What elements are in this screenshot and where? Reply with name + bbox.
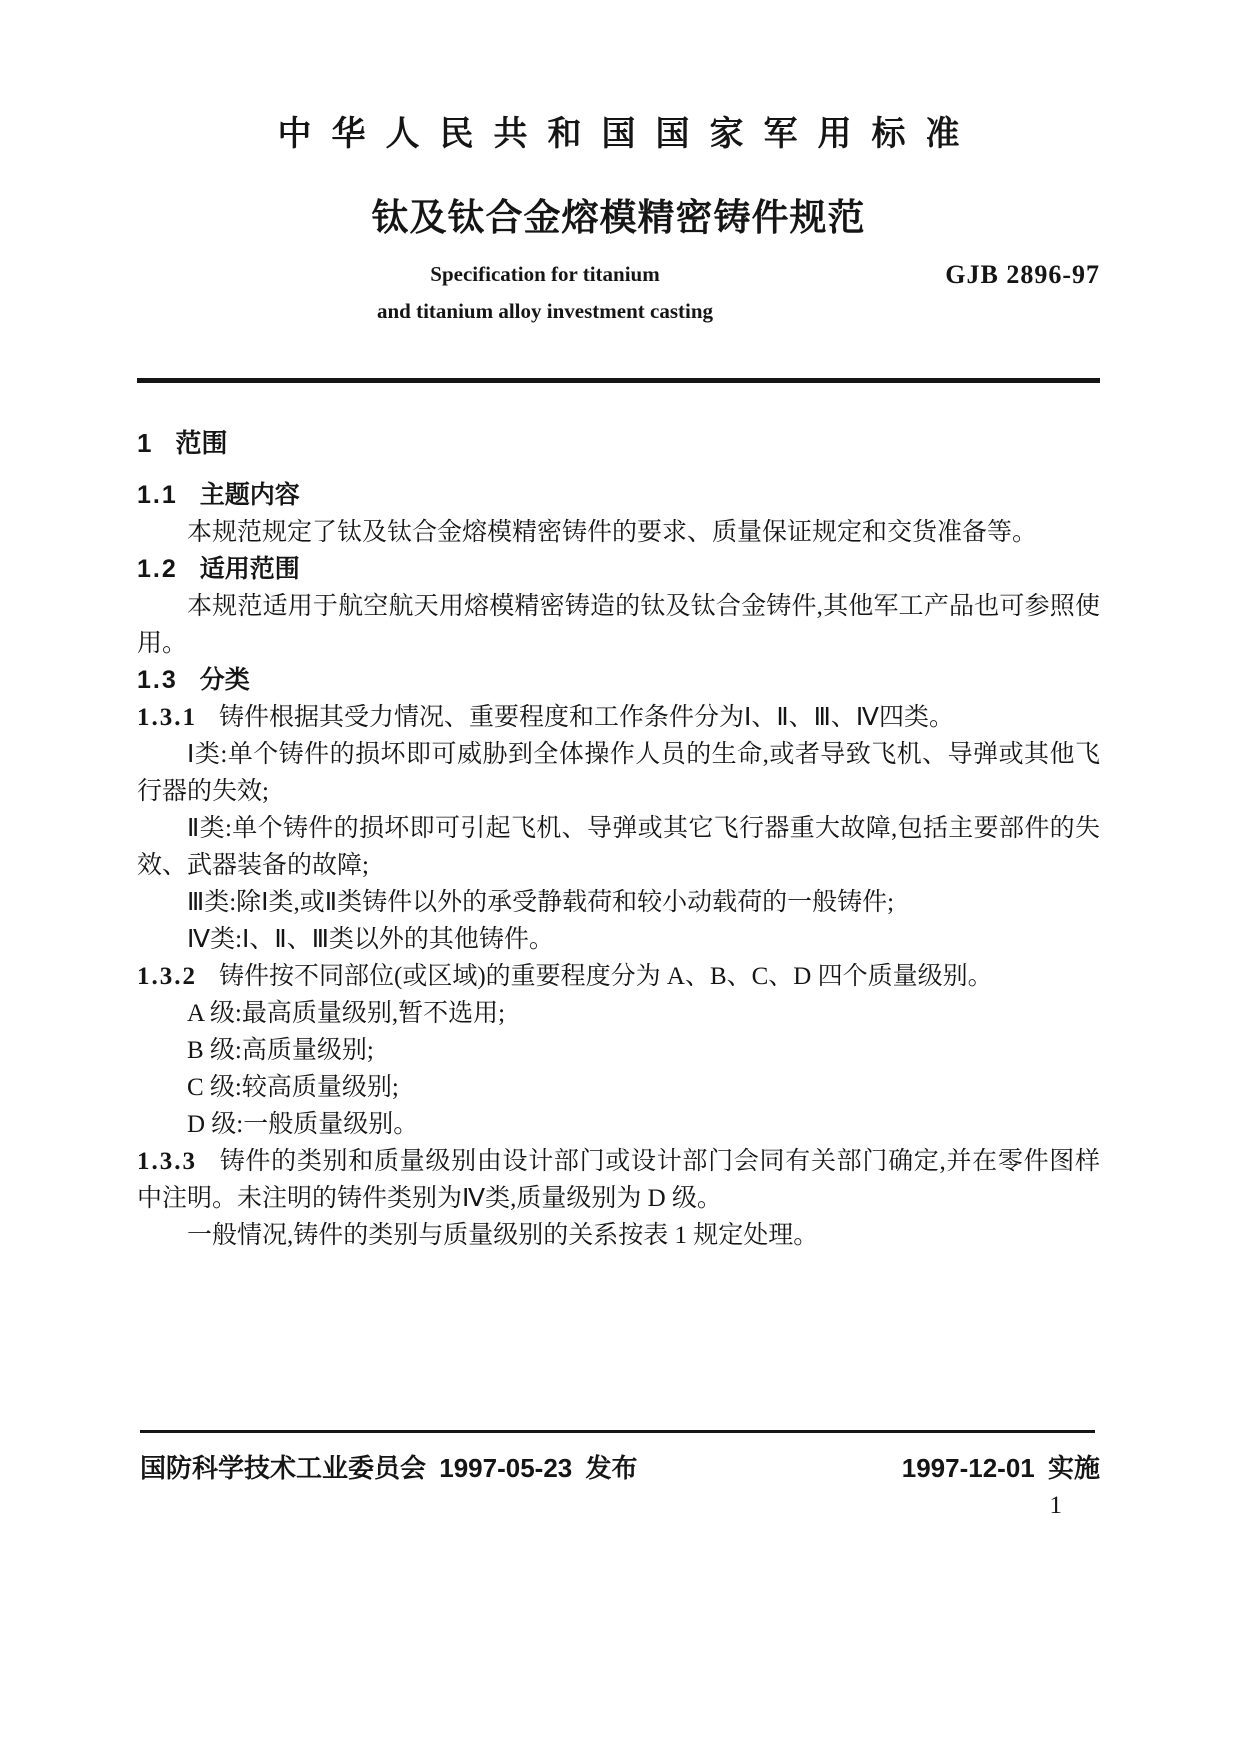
standard-number: GJB 2896-97 — [945, 260, 1100, 289]
body-paragraph — [137, 514, 1100, 551]
section-number: 1.3 — [137, 666, 178, 694]
document-body — [137, 425, 1100, 1254]
body-paragraph — [137, 1217, 1100, 1254]
body-paragraph — [137, 1106, 1100, 1143]
footer-row — [140, 1452, 1100, 1484]
paragraph-text: Ⅰ类:单个铸件的损坏即可威胁到全体操作人员的生命,或者导致飞机、导弹或其他飞行器的失效; — [137, 741, 1100, 805]
footer-divider — [140, 1430, 1095, 1433]
body-paragraph — [137, 736, 1100, 810]
paragraph-text: A 级:最高质量级别,暂不选用; — [187, 1000, 506, 1027]
body-paragraph — [137, 995, 1100, 1032]
section-number: 1.1 — [137, 481, 178, 509]
paragraph-text: Ⅳ类:Ⅰ、Ⅱ、Ⅲ类以外的其他铸件。 — [187, 926, 554, 953]
clause-paragraph — [137, 1143, 1100, 1217]
body-paragraph — [137, 588, 1100, 662]
body-paragraph — [137, 921, 1100, 958]
paragraph-text: C 级:较高质量级别; — [187, 1074, 399, 1101]
paragraph-text: Ⅲ类:除Ⅰ类,或Ⅱ类铸件以外的承受静载荷和较小动载荷的一般铸件; — [187, 889, 895, 916]
section-heading — [137, 425, 1100, 462]
paragraph-text: 铸件根据其受力情况、重要程度和工作条件分为Ⅰ、Ⅱ、Ⅲ、Ⅳ四类。 — [219, 704, 954, 731]
implementation-label: 实施 — [1047, 1453, 1100, 1483]
section-number: 1.3.3 — [137, 1148, 197, 1175]
issue-date: 1997-05-23 — [439, 1453, 573, 1483]
clause-paragraph — [137, 699, 1100, 736]
standard-title-en — [225, 256, 865, 330]
body-paragraph — [137, 884, 1100, 921]
paragraph-text: 一般情况,铸件的类别与质量级别的关系按表 1 规定处理。 — [187, 1222, 819, 1249]
section-number: 1 — [137, 428, 154, 458]
standard-title-cn: 钛及钛合金熔模精密铸件规范 — [371, 197, 866, 238]
standard-title-en-line2: and titanium alloy investment casting — [376, 299, 714, 323]
section-heading — [137, 477, 1100, 514]
body-paragraph — [137, 1069, 1100, 1106]
header-divider — [137, 378, 1100, 383]
issuer-name: 国防科学技术工业委员会 — [140, 1453, 427, 1483]
implementation-date: 1997-12-01 — [901, 1453, 1035, 1483]
section-heading — [137, 662, 1100, 699]
paragraph-text: 本规范适用于航空航天用熔模精密铸造的钛及钛合金铸件,其他军工产品也可参照使用。 — [137, 593, 1100, 657]
paragraph-text: 本规范规定了钛及钛合金熔模精密铸件的要求、质量保证规定和交货准备等。 — [187, 519, 1038, 546]
section-number: 1.2 — [137, 555, 178, 583]
paragraph-text: D 级:一般质量级别。 — [187, 1111, 419, 1138]
page-number: 1 — [1049, 1492, 1062, 1519]
body-paragraph — [137, 1032, 1100, 1069]
standard-title-en-line1: Specification for titanium — [430, 262, 660, 286]
paragraph-text: Ⅱ类:单个铸件的损坏即可引起飞机、导弹或其它飞行器重大故障,包括主要部件的失效、武器装备的故障; — [137, 815, 1100, 879]
paragraph-text: 主题内容 — [199, 481, 300, 509]
issue-label: 发布 — [585, 1453, 638, 1483]
paragraph-text: 分类 — [199, 666, 250, 694]
paragraph-text: 铸件的类别和质量级别由设计部门或设计部门会同有关部门确定,并在零件图样中注明。未注明的铸件类别为Ⅳ类,质量级别为 D 级。 — [137, 1148, 1100, 1212]
issue-statement — [140, 1452, 638, 1484]
section-heading — [137, 551, 1100, 588]
clause-paragraph — [137, 958, 1100, 995]
paragraph-text: 适用范围 — [199, 555, 300, 583]
paragraph-text: 范围 — [175, 428, 228, 458]
body-paragraph — [137, 810, 1100, 884]
paragraph-text: B 级:高质量级别; — [187, 1037, 374, 1064]
section-number: 1.3.1 — [137, 704, 197, 731]
english-title-row — [137, 256, 1100, 332]
section-number: 1.3.2 — [137, 963, 197, 990]
standard-series-title: 中华人民共和国国家军用标准 — [277, 115, 980, 153]
page-content — [137, 0, 1100, 1254]
implementation-statement — [902, 1452, 1100, 1484]
paragraph-text: 铸件按不同部位(或区域)的重要程度分为 A、B、C、D 四个质量级别。 — [219, 963, 993, 990]
